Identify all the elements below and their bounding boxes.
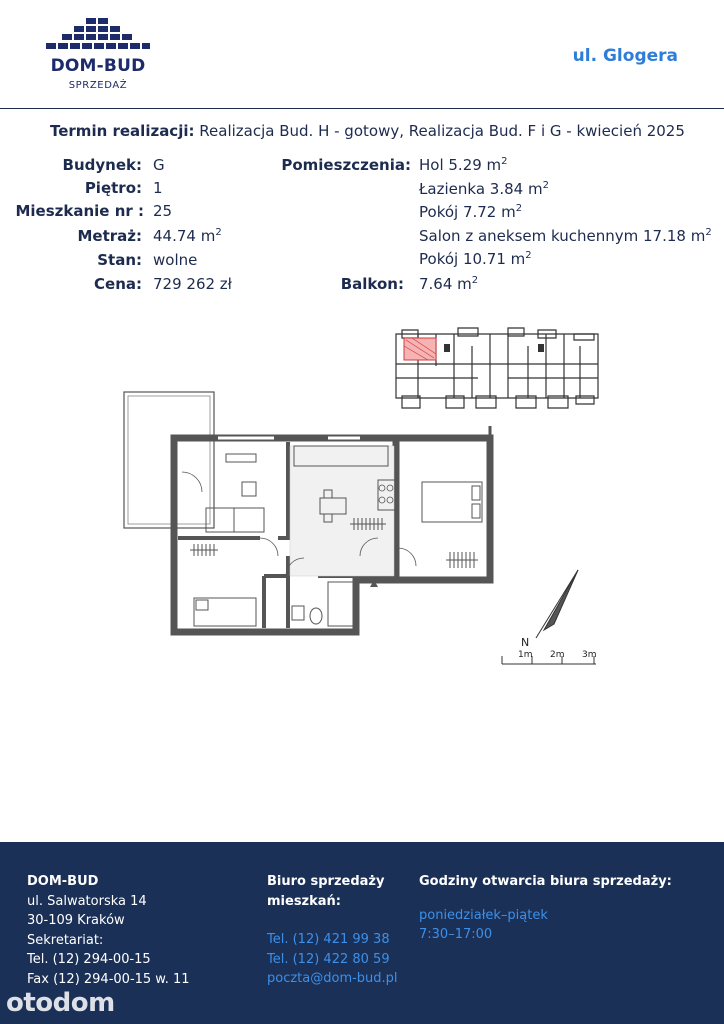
completion-date-row — [50, 122, 685, 140]
room-item: Łazienka 3.84 $m^2$ — [419, 180, 549, 198]
room-item: Pokój 10.71 $m^2$ — [419, 250, 532, 268]
opening-hours-column — [419, 872, 672, 945]
sales-office-column — [267, 872, 398, 989]
completion-date-value: Realizacja Bud. H - gotowy, Realizacja Bud. F i G - kwiecień 2025 — [199, 122, 685, 140]
room-item: Pokój 7.72 $m^2$ — [419, 203, 523, 221]
scale-3m-label: 3m — [582, 650, 597, 660]
completion-date-label: Termin realizacji: — [50, 122, 195, 140]
footer-fax: Fax (12) 294-00-15 w. 11 — [27, 971, 190, 987]
mieszkanie-value: 25 — [153, 202, 173, 220]
opening-hours-time: 7:30–17:00 — [419, 927, 493, 942]
scale-2m-label: 2m — [550, 650, 565, 660]
pietro-label: Piętro: — [84, 179, 142, 197]
apartment-floor-plan — [110, 380, 500, 640]
sales-phone-2-link[interactable]: Tel. (12) 422 80 59 — [267, 951, 390, 967]
cena-label: Cena: — [94, 275, 142, 293]
metraz-label: Metraż: — [77, 227, 142, 245]
room-item: Salon z aneksem kuchennym 17.18 $m^2$ — [419, 227, 712, 245]
company-contact-column — [27, 872, 190, 989]
sales-office-title-2: mieszkań: — [267, 893, 341, 909]
sales-email-link[interactable]: poczta@dom-bud.pl — [267, 971, 398, 986]
mieszkanie-label: Mieszkanie nr : — [15, 202, 144, 220]
pietro-value: 1 — [153, 179, 163, 197]
stan-value: wolne — [153, 251, 198, 269]
budynek-value: G — [153, 156, 165, 174]
page-footer — [0, 842, 724, 1024]
opening-hours-days: poniedziałek–piątek — [419, 907, 548, 923]
balkon-value: 7.64 $m^2$ — [419, 275, 479, 293]
dom-bud-logo[interactable] — [44, 16, 154, 96]
footer-street: ul. Salwatorska 14 — [27, 893, 147, 909]
footer-city: 30-109 Kraków — [27, 913, 125, 928]
north-label: N — [521, 636, 530, 649]
footer-company-name: DOM-BUD — [27, 874, 99, 889]
bricks-logo-icon — [44, 16, 152, 56]
room-item: Hol 5.29 $m^2$ — [419, 156, 508, 174]
sales-office-title: Biuro sprzedaży — [267, 874, 385, 889]
opening-hours-title: Godziny otwarcia biura sprzedaży: — [419, 874, 672, 889]
logo-subtitle: SPRZEDAŻ — [68, 80, 128, 91]
balkon-label: Balkon: — [340, 275, 404, 293]
footer-phone[interactable]: Tel. (12) 294-00-15 — [27, 952, 151, 967]
budynek-label: Budynek: — [62, 156, 142, 174]
metraz-value: 44.74 $m^2$ — [153, 227, 222, 245]
page-header — [0, 0, 724, 109]
sales-phone-1-link[interactable]: Tel. (12) 421 99 38 — [267, 932, 390, 947]
otodom-watermark: otodom — [6, 988, 115, 1018]
logo-name: DOM-BUD — [50, 56, 146, 76]
scale-1m-label: 1m — [518, 650, 533, 660]
street-title: ul. Glogera — [572, 46, 678, 66]
price-value: 729 262 zł — [153, 275, 232, 293]
footer-secretary-label: Sekretariat: — [27, 932, 104, 948]
stan-label: Stan: — [97, 251, 142, 269]
rooms-label: Pomieszczenia: — [281, 156, 411, 174]
